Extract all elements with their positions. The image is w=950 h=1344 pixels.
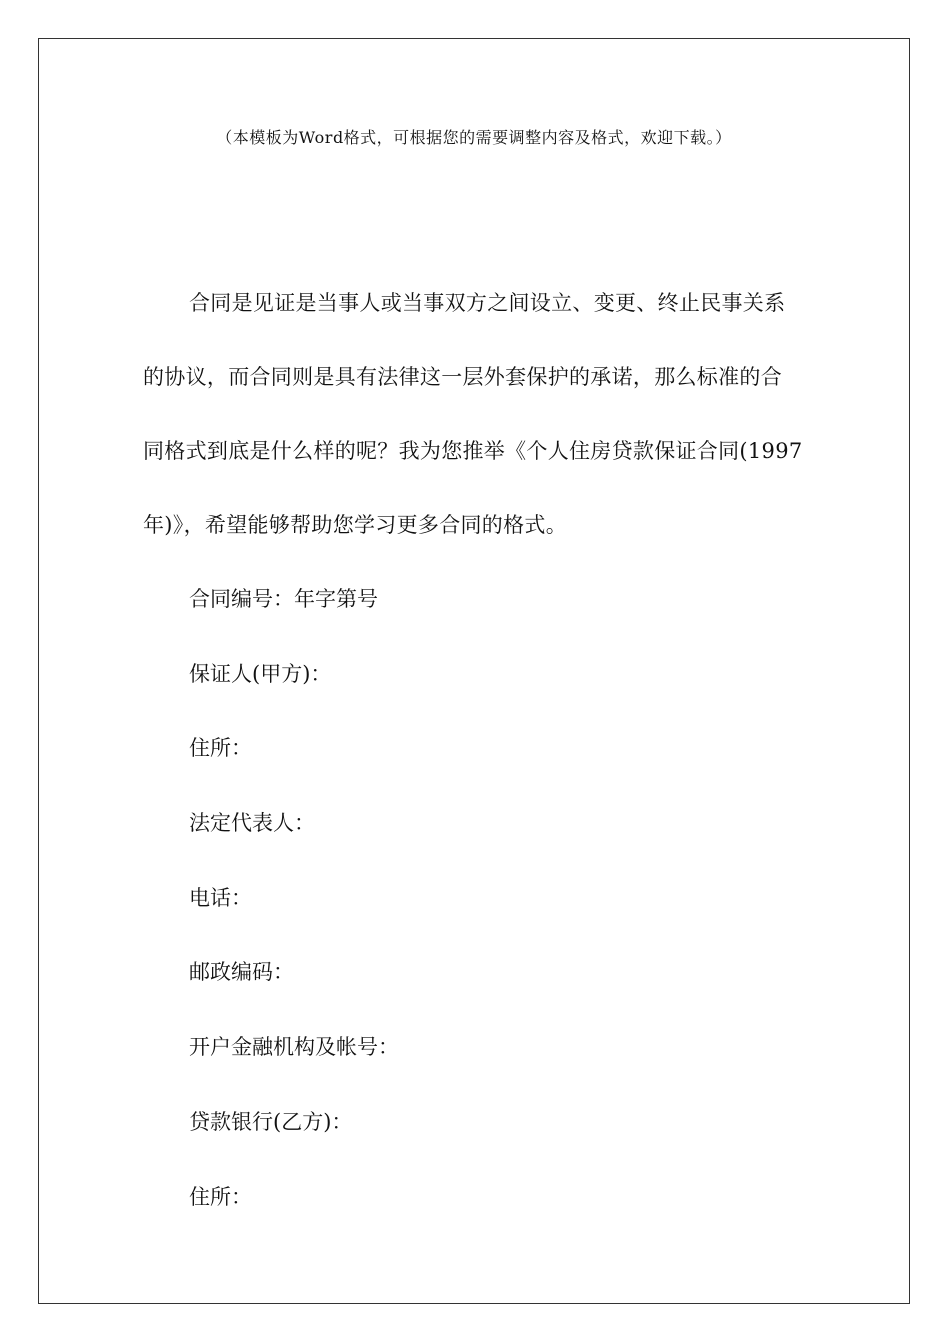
field-bank-account: 开户金融机构及帐号： bbox=[189, 1035, 399, 1060]
field-lender-address: 住所： bbox=[189, 1184, 252, 1209]
template-note: （本模板为Word格式，可根据您的需要调整内容及格式，欢迎下载。） bbox=[216, 128, 732, 147]
field-phone: 电话： bbox=[189, 885, 252, 910]
contract-fields bbox=[143, 562, 803, 1234]
intro-paragraph: 合同是见证是当事人或当事双方之间设立、变更、终止民事关系的协议，而合同则是具有法律这一层外套保护的承诺，那么标准的合同格式到底是什么样的呢？我为您推举《个人住房贷款保证合同(1997年)》，希望能够帮助您学习更多合同的格式。 bbox=[143, 291, 803, 537]
field-contract-number: 合同编号：年字第号 bbox=[189, 587, 378, 611]
field-guarantor: 保证人(甲方)： bbox=[189, 661, 332, 686]
field-legal-representative: 法定代表人： bbox=[189, 811, 315, 836]
field-postal-code: 邮政编码： bbox=[189, 960, 294, 985]
field-guarantor-address: 住所： bbox=[189, 736, 252, 761]
field-lender-bank: 贷款银行(乙方)： bbox=[189, 1109, 353, 1134]
